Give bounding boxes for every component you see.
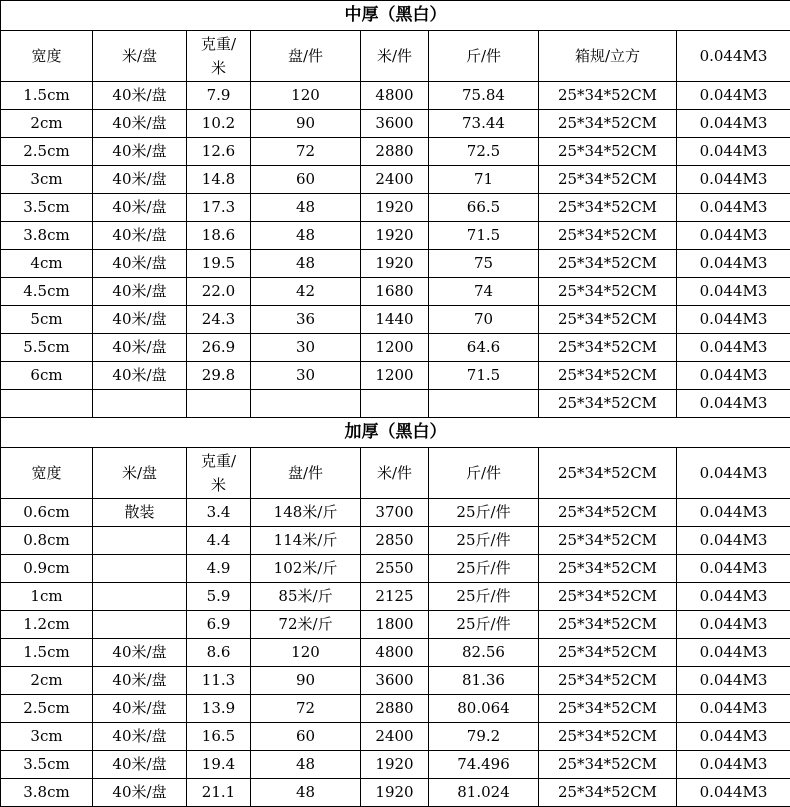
table-cell: 1200 <box>361 334 429 362</box>
table-cell: 1.5cm <box>1 82 93 110</box>
table-cell: 13.9 <box>187 695 251 723</box>
table-cell: 25斤/件 <box>429 611 539 639</box>
table-row <box>1 751 790 779</box>
table-cell: 1920 <box>361 751 429 779</box>
table-cell: 102米/斤 <box>251 555 361 583</box>
table-cell: 74 <box>429 278 539 306</box>
table-cell: 3600 <box>361 110 429 138</box>
table-row <box>1 250 790 278</box>
table-cell: 22.0 <box>187 278 251 306</box>
table-cell <box>93 555 187 583</box>
header-row <box>1 448 790 499</box>
table-cell: 2880 <box>361 138 429 166</box>
table-cell: 1680 <box>361 278 429 306</box>
table-row <box>1 278 790 306</box>
table-cell: 4800 <box>361 82 429 110</box>
header-cell <box>187 31 251 82</box>
table-cell: 2400 <box>361 166 429 194</box>
header-cell: 盘/件 <box>251 448 361 499</box>
table-cell: 25斤/件 <box>429 583 539 611</box>
table-row <box>1 499 790 527</box>
table-cell: 0.044M3 <box>677 723 790 751</box>
table-cell: 0.044M3 <box>677 779 790 807</box>
table-cell: 17.3 <box>187 194 251 222</box>
table-cell: 3.5cm <box>1 194 93 222</box>
header-cell: 宽度 <box>1 31 93 82</box>
table-cell: 25*34*52CM <box>539 723 677 751</box>
table-cell: 40米/盘 <box>93 278 187 306</box>
table-cell: 4.4 <box>187 527 251 555</box>
table-row <box>1 82 790 110</box>
table-cell: 1920 <box>361 250 429 278</box>
table-cell: 42 <box>251 278 361 306</box>
table-row <box>1 390 790 418</box>
table-cell: 36 <box>251 306 361 334</box>
table-cell: 25*34*52CM <box>539 278 677 306</box>
table-cell: 0.044M3 <box>677 82 790 110</box>
table-cell: 21.1 <box>187 779 251 807</box>
table-cell: 72 <box>251 138 361 166</box>
table-cell: 60 <box>251 166 361 194</box>
table-cell: 25*34*52CM <box>539 667 677 695</box>
table-row <box>1 639 790 667</box>
table-cell: 40米/盘 <box>93 82 187 110</box>
table-cell: 71 <box>429 166 539 194</box>
table-cell: 4.9 <box>187 555 251 583</box>
table-cell <box>93 583 187 611</box>
table-cell: 5cm <box>1 306 93 334</box>
table-cell: 114米/斤 <box>251 527 361 555</box>
table-cell: 48 <box>251 751 361 779</box>
table-cell: 70 <box>429 306 539 334</box>
table-cell: 40米/盘 <box>93 250 187 278</box>
table-cell: 3cm <box>1 166 93 194</box>
table-row <box>1 166 790 194</box>
table-row <box>1 194 790 222</box>
table-cell: 0.044M3 <box>677 527 790 555</box>
header-label: 克重/米 <box>199 449 239 497</box>
header-cell: 25*34*52CM <box>539 448 677 499</box>
table-cell: 48 <box>251 222 361 250</box>
table-cell <box>429 390 539 418</box>
table-cell: 2.5cm <box>1 138 93 166</box>
header-row <box>1 31 790 82</box>
section-title-row <box>1 418 790 448</box>
table-row <box>1 667 790 695</box>
table-cell: 64.6 <box>429 334 539 362</box>
table-cell: 25*34*52CM <box>539 82 677 110</box>
table-cell: 3600 <box>361 667 429 695</box>
table-cell: 80.064 <box>429 695 539 723</box>
table-cell: 5.5cm <box>1 334 93 362</box>
table-cell: 25*34*52CM <box>539 527 677 555</box>
table-cell: 3cm <box>1 723 93 751</box>
table-cell: 30 <box>251 334 361 362</box>
table-row <box>1 527 790 555</box>
table-cell: 40米/盘 <box>93 166 187 194</box>
table-cell: 48 <box>251 194 361 222</box>
section-title: 中厚（黑白） <box>1 1 790 31</box>
table-cell: 40米/盘 <box>93 362 187 390</box>
table-cell: 0.044M3 <box>677 695 790 723</box>
table-cell: 25*34*52CM <box>539 779 677 807</box>
table-cell: 1920 <box>361 779 429 807</box>
table-cell: 25*34*52CM <box>539 306 677 334</box>
table-cell: 6.9 <box>187 611 251 639</box>
table-cell: 72 <box>251 695 361 723</box>
table-cell: 40米/盘 <box>93 306 187 334</box>
table-cell: 散装 <box>93 499 187 527</box>
table-cell: 25*34*52CM <box>539 751 677 779</box>
table-cell: 2400 <box>361 723 429 751</box>
table-cell: 10.2 <box>187 110 251 138</box>
table-cell: 1920 <box>361 194 429 222</box>
table-cell: 3.8cm <box>1 222 93 250</box>
table-cell: 0.8cm <box>1 527 93 555</box>
table-cell: 25*34*52CM <box>539 250 677 278</box>
table-cell: 81.024 <box>429 779 539 807</box>
table-cell <box>361 390 429 418</box>
table-cell: 2880 <box>361 695 429 723</box>
table-row <box>1 779 790 807</box>
table-cell: 30 <box>251 362 361 390</box>
table-cell: 0.044M3 <box>677 639 790 667</box>
table-cell: 25*34*52CM <box>539 555 677 583</box>
table-cell: 25*34*52CM <box>539 499 677 527</box>
table-row <box>1 583 790 611</box>
table-cell: 25斤/件 <box>429 555 539 583</box>
table-cell: 75 <box>429 250 539 278</box>
table-cell: 19.4 <box>187 751 251 779</box>
header-cell: 米/盘 <box>93 448 187 499</box>
table-cell: 25斤/件 <box>429 499 539 527</box>
header-cell: 0.044M3 <box>677 31 790 82</box>
table-cell: 25*34*52CM <box>539 138 677 166</box>
table-cell: 25*34*52CM <box>539 639 677 667</box>
table-cell: 1200 <box>361 362 429 390</box>
table-cell: 0.044M3 <box>677 250 790 278</box>
table-cell: 1800 <box>361 611 429 639</box>
table-cell: 25斤/件 <box>429 527 539 555</box>
table-cell: 0.044M3 <box>677 499 790 527</box>
table-cell: 19.5 <box>187 250 251 278</box>
table-cell: 72米/斤 <box>251 611 361 639</box>
table-cell: 40米/盘 <box>93 138 187 166</box>
table-cell: 4cm <box>1 250 93 278</box>
section-title: 加厚（黑白） <box>1 418 790 448</box>
table-cell: 3.5cm <box>1 751 93 779</box>
table-row <box>1 723 790 751</box>
table-cell: 4.5cm <box>1 278 93 306</box>
table-cell: 0.044M3 <box>677 390 790 418</box>
table-cell: 3.8cm <box>1 779 93 807</box>
table-cell: 3.4 <box>187 499 251 527</box>
table-cell: 0.044M3 <box>677 555 790 583</box>
table-cell: 4800 <box>361 639 429 667</box>
table-row <box>1 555 790 583</box>
header-label: 克重/米 <box>199 32 239 80</box>
table-cell: 148米/斤 <box>251 499 361 527</box>
table-cell: 8.6 <box>187 639 251 667</box>
table-cell <box>1 390 93 418</box>
table-row <box>1 362 790 390</box>
table-cell: 6cm <box>1 362 93 390</box>
table-cell: 0.044M3 <box>677 306 790 334</box>
table-row <box>1 110 790 138</box>
table-row <box>1 138 790 166</box>
table-cell: 120 <box>251 82 361 110</box>
table-cell: 0.044M3 <box>677 583 790 611</box>
table-cell: 79.2 <box>429 723 539 751</box>
table-cell: 0.044M3 <box>677 194 790 222</box>
table-cell: 25*34*52CM <box>539 583 677 611</box>
header-cell: 箱规/立方 <box>539 31 677 82</box>
table-row <box>1 222 790 250</box>
table-cell: 25*34*52CM <box>539 222 677 250</box>
table-row <box>1 611 790 639</box>
table-cell: 72.5 <box>429 138 539 166</box>
table-cell: 1.2cm <box>1 611 93 639</box>
table-cell: 2550 <box>361 555 429 583</box>
table-cell: 74.496 <box>429 751 539 779</box>
table-cell: 12.6 <box>187 138 251 166</box>
table-cell: 73.44 <box>429 110 539 138</box>
table-cell: 3700 <box>361 499 429 527</box>
table-cell: 40米/盘 <box>93 194 187 222</box>
table-cell <box>93 390 187 418</box>
table-cell: 25*34*52CM <box>539 362 677 390</box>
table-cell: 25*34*52CM <box>539 334 677 362</box>
table-cell <box>187 390 251 418</box>
table-cell: 0.044M3 <box>677 667 790 695</box>
table-cell: 0.044M3 <box>677 166 790 194</box>
table-cell: 81.36 <box>429 667 539 695</box>
header-cell: 斤/件 <box>429 31 539 82</box>
table-cell: 0.044M3 <box>677 278 790 306</box>
table-cell: 2cm <box>1 110 93 138</box>
table-cell: 1920 <box>361 222 429 250</box>
table-cell: 11.3 <box>187 667 251 695</box>
header-cell: 米/盘 <box>93 31 187 82</box>
table-cell: 40米/盘 <box>93 695 187 723</box>
table-cell: 85米/斤 <box>251 583 361 611</box>
table-cell: 40米/盘 <box>93 723 187 751</box>
table-cell: 0.9cm <box>1 555 93 583</box>
table-cell: 40米/盘 <box>93 639 187 667</box>
table-cell: 14.8 <box>187 166 251 194</box>
table-cell: 40米/盘 <box>93 110 187 138</box>
table-row <box>1 334 790 362</box>
table-cell: 40米/盘 <box>93 667 187 695</box>
table-cell: 1cm <box>1 583 93 611</box>
table-cell: 5.9 <box>187 583 251 611</box>
table-cell: 0.044M3 <box>677 222 790 250</box>
table-cell: 1.5cm <box>1 639 93 667</box>
table-cell: 25*34*52CM <box>539 695 677 723</box>
table-cell: 0.044M3 <box>677 110 790 138</box>
table-cell: 66.5 <box>429 194 539 222</box>
table-cell: 0.044M3 <box>677 362 790 390</box>
table-cell: 7.9 <box>187 82 251 110</box>
header-cell: 盘/件 <box>251 31 361 82</box>
table-row <box>1 306 790 334</box>
table-cell: 40米/盘 <box>93 222 187 250</box>
table-cell: 48 <box>251 779 361 807</box>
table-cell: 82.56 <box>429 639 539 667</box>
table-cell: 25*34*52CM <box>539 194 677 222</box>
table-cell: 25*34*52CM <box>539 110 677 138</box>
table-cell: 0.044M3 <box>677 751 790 779</box>
header-cell: 米/件 <box>361 448 429 499</box>
header-cell: 宽度 <box>1 448 93 499</box>
table-cell: 18.6 <box>187 222 251 250</box>
table-cell: 2850 <box>361 527 429 555</box>
table-cell: 48 <box>251 250 361 278</box>
table-cell: 25*34*52CM <box>539 611 677 639</box>
section-title-row <box>1 1 790 31</box>
header-cell <box>187 448 251 499</box>
table-cell: 120 <box>251 639 361 667</box>
table-row <box>1 695 790 723</box>
table-cell: 40米/盘 <box>93 779 187 807</box>
table-cell: 24.3 <box>187 306 251 334</box>
header-cell: 米/件 <box>361 31 429 82</box>
table-cell: 0.044M3 <box>677 138 790 166</box>
table-cell: 2.5cm <box>1 695 93 723</box>
table-cell: 1440 <box>361 306 429 334</box>
table-cell: 75.84 <box>429 82 539 110</box>
table-cell: 90 <box>251 667 361 695</box>
header-cell: 斤/件 <box>429 448 539 499</box>
table-cell: 29.8 <box>187 362 251 390</box>
header-cell: 0.044M3 <box>677 448 790 499</box>
table-cell: 2125 <box>361 583 429 611</box>
table-cell: 0.044M3 <box>677 611 790 639</box>
table-cell: 71.5 <box>429 222 539 250</box>
table-cell: 71.5 <box>429 362 539 390</box>
table-cell: 40米/盘 <box>93 334 187 362</box>
table-cell <box>93 611 187 639</box>
table-cell: 90 <box>251 110 361 138</box>
table-cell: 2cm <box>1 667 93 695</box>
table-cell: 25*34*52CM <box>539 390 677 418</box>
table-cell: 0.6cm <box>1 499 93 527</box>
table-cell: 16.5 <box>187 723 251 751</box>
table-cell: 40米/盘 <box>93 751 187 779</box>
table-cell <box>251 390 361 418</box>
table-cell: 25*34*52CM <box>539 166 677 194</box>
table-cell: 60 <box>251 723 361 751</box>
table-cell: 0.044M3 <box>677 334 790 362</box>
table-cell <box>93 527 187 555</box>
table-cell: 26.9 <box>187 334 251 362</box>
